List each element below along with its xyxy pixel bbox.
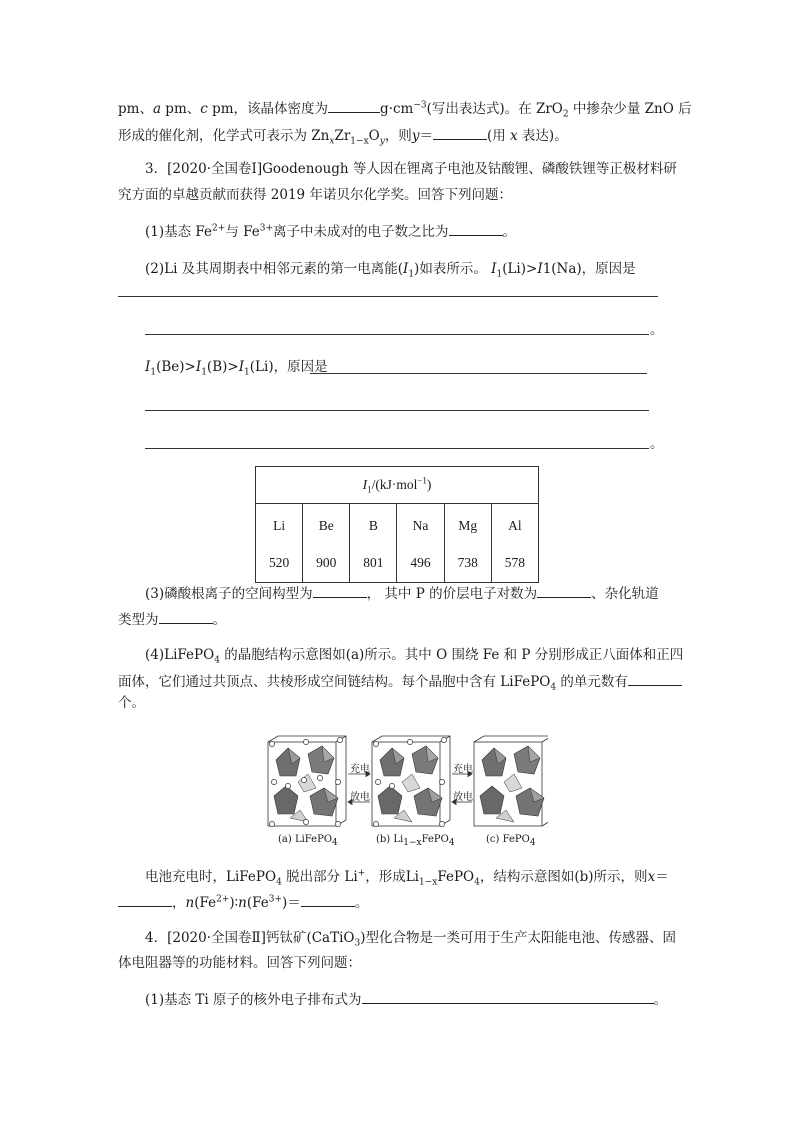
cell-c <box>474 736 548 826</box>
q3-part4-line2: 面体，它们通过共顶点、共棱形成空间链结构。每个晶胞中含有 LiFePO$_4$ 的单元数有 <box>118 672 682 691</box>
answer-line-li-na-1[interactable] <box>118 296 658 297</box>
para1-line2: 形成的催化剂，化学式可表示为 $Zn_xZr_{1-x}O_y$，则y＝ (用 x 表达)。 <box>118 128 568 147</box>
q3-part3-line2: 类型为 。 <box>118 612 226 628</box>
answer-blank-hybridization[interactable] <box>159 610 213 624</box>
q3-part5-line2: ，$n(Fe^{2+})∶n(Fe^{3+})=$ 。 <box>118 893 368 912</box>
ionization-energy-table <box>255 466 539 583</box>
cell-b <box>372 736 450 827</box>
q3-part1: (1)基态 $Fe^{2+}$与 $Fe^{3+}$离子中未成对的电子数之比为 。 <box>145 223 517 240</box>
q3-part2: (2)Li 及其周期表中相邻元素的第一电离能$(I_1)$如表所示。 $I_1(Li)>I1(Na)$，原因是 <box>145 261 636 280</box>
q3-part2b: $I_1(Be)>I_1(B)>I_1(Li)$，原因是 <box>145 359 328 378</box>
caption-c: (c) FePO$_4$ <box>486 834 536 848</box>
charge-label-1: 充电 <box>350 764 370 775</box>
table-cell-element: Be <box>303 504 350 545</box>
cell-a <box>268 736 346 827</box>
answer-blank-density[interactable] <box>328 99 380 113</box>
table-cell-value: 900 <box>303 544 350 583</box>
answer-line-end-mark-2: 。 <box>650 436 664 452</box>
answer-blank-unpaired-ratio[interactable] <box>449 222 503 236</box>
table-header: $I_1/(kJ\cdot mol^{-1})$ <box>256 467 539 504</box>
table-cell-element: Al <box>491 504 538 545</box>
q3-part4-line3: 个。 <box>118 695 145 711</box>
table-cell-element: Li <box>256 504 303 545</box>
answer-line-be-b-li-1[interactable] <box>310 373 647 374</box>
q4-intro-line1: 4．[2020·全国卷Ⅱ]钙钛矿(CaTiO$_3$)型化合物是一类可用于生产太阳能电池、传感器、固 <box>145 930 676 949</box>
answer-blank-pairs[interactable] <box>537 584 591 598</box>
table-cell-value: 578 <box>491 544 538 583</box>
caption-b: (b) $Li_{1-x}FePO_4$ <box>376 834 455 848</box>
answer-blank-ratio[interactable] <box>301 893 355 907</box>
para1-line1: pm、a pm、c pm，该晶体密度为 $g\cdot cm^{-3}$(写出表达式)。在 ZrO$_2$ 中掺杂少量 ZnO 后 <box>118 100 692 120</box>
q3-intro-line2: 究方面的卓越贡献而获得 2019 年诺贝尔化学奖。回答下列问题： <box>118 187 512 203</box>
crystal-structure-diagram <box>266 730 548 834</box>
charge-label-2: 充电 <box>453 764 473 775</box>
table-cell-value: 738 <box>444 544 491 583</box>
answer-line-end-mark: 。 <box>650 322 664 338</box>
table-cell-element: B <box>350 504 397 545</box>
answer-line-li-na-2[interactable] <box>145 334 649 335</box>
table-cell-element: Mg <box>444 504 491 545</box>
q3-part5-line1: 电池充电时，LiFePO$_4$ 脱出部分 Li+，形成$Li_{1-x}FePO_4$，结构示意图如(b)所示，则x＝ <box>145 868 669 888</box>
discharge-label-1: 放电 <box>350 792 370 803</box>
answer-blank-units[interactable] <box>628 672 682 686</box>
answer-line-be-b-li-2[interactable] <box>145 410 649 411</box>
answer-blank-ti-config[interactable] <box>362 990 654 1004</box>
q4-part1: (1)基态 Ti 原子的核外电子排布式为 。 <box>145 992 668 1008</box>
q3-part4-line1: (4)LiFePO$_4$ 的晶胞结构示意图如(a)所示。其中 O 围绕 Fe 和 P 分别形成正八面体和正四 <box>145 647 684 666</box>
caption-a: (a) LiFePO$_4$ <box>278 834 338 848</box>
table-cell-element: Na <box>397 504 444 545</box>
answer-blank-x[interactable] <box>118 893 172 907</box>
crystal-structure-figure <box>266 730 548 848</box>
table-cell-value: 496 <box>397 544 444 583</box>
q4-intro-line2: 体电阻器等的功能材料。回答下列问题： <box>118 955 361 971</box>
table-cell-value: 801 <box>350 544 397 583</box>
answer-line-be-b-li-3[interactable] <box>145 448 649 449</box>
q3-part3-line1: (3)磷酸根离子的空间构型为 ， 其中 P 的价层电子对数为 、杂化轨道 <box>145 586 659 602</box>
answer-blank-shape[interactable] <box>313 584 367 598</box>
q3-intro-line1: 3．[2020·全国卷Ⅰ]Goodenough 等人因在锂离子电池及钴酸锂、磷酸铁锂等正极材料研 <box>145 161 677 177</box>
answer-blank-y[interactable] <box>433 126 487 140</box>
table-cell-value: 520 <box>256 544 303 583</box>
discharge-label-2: 放电 <box>453 792 473 803</box>
